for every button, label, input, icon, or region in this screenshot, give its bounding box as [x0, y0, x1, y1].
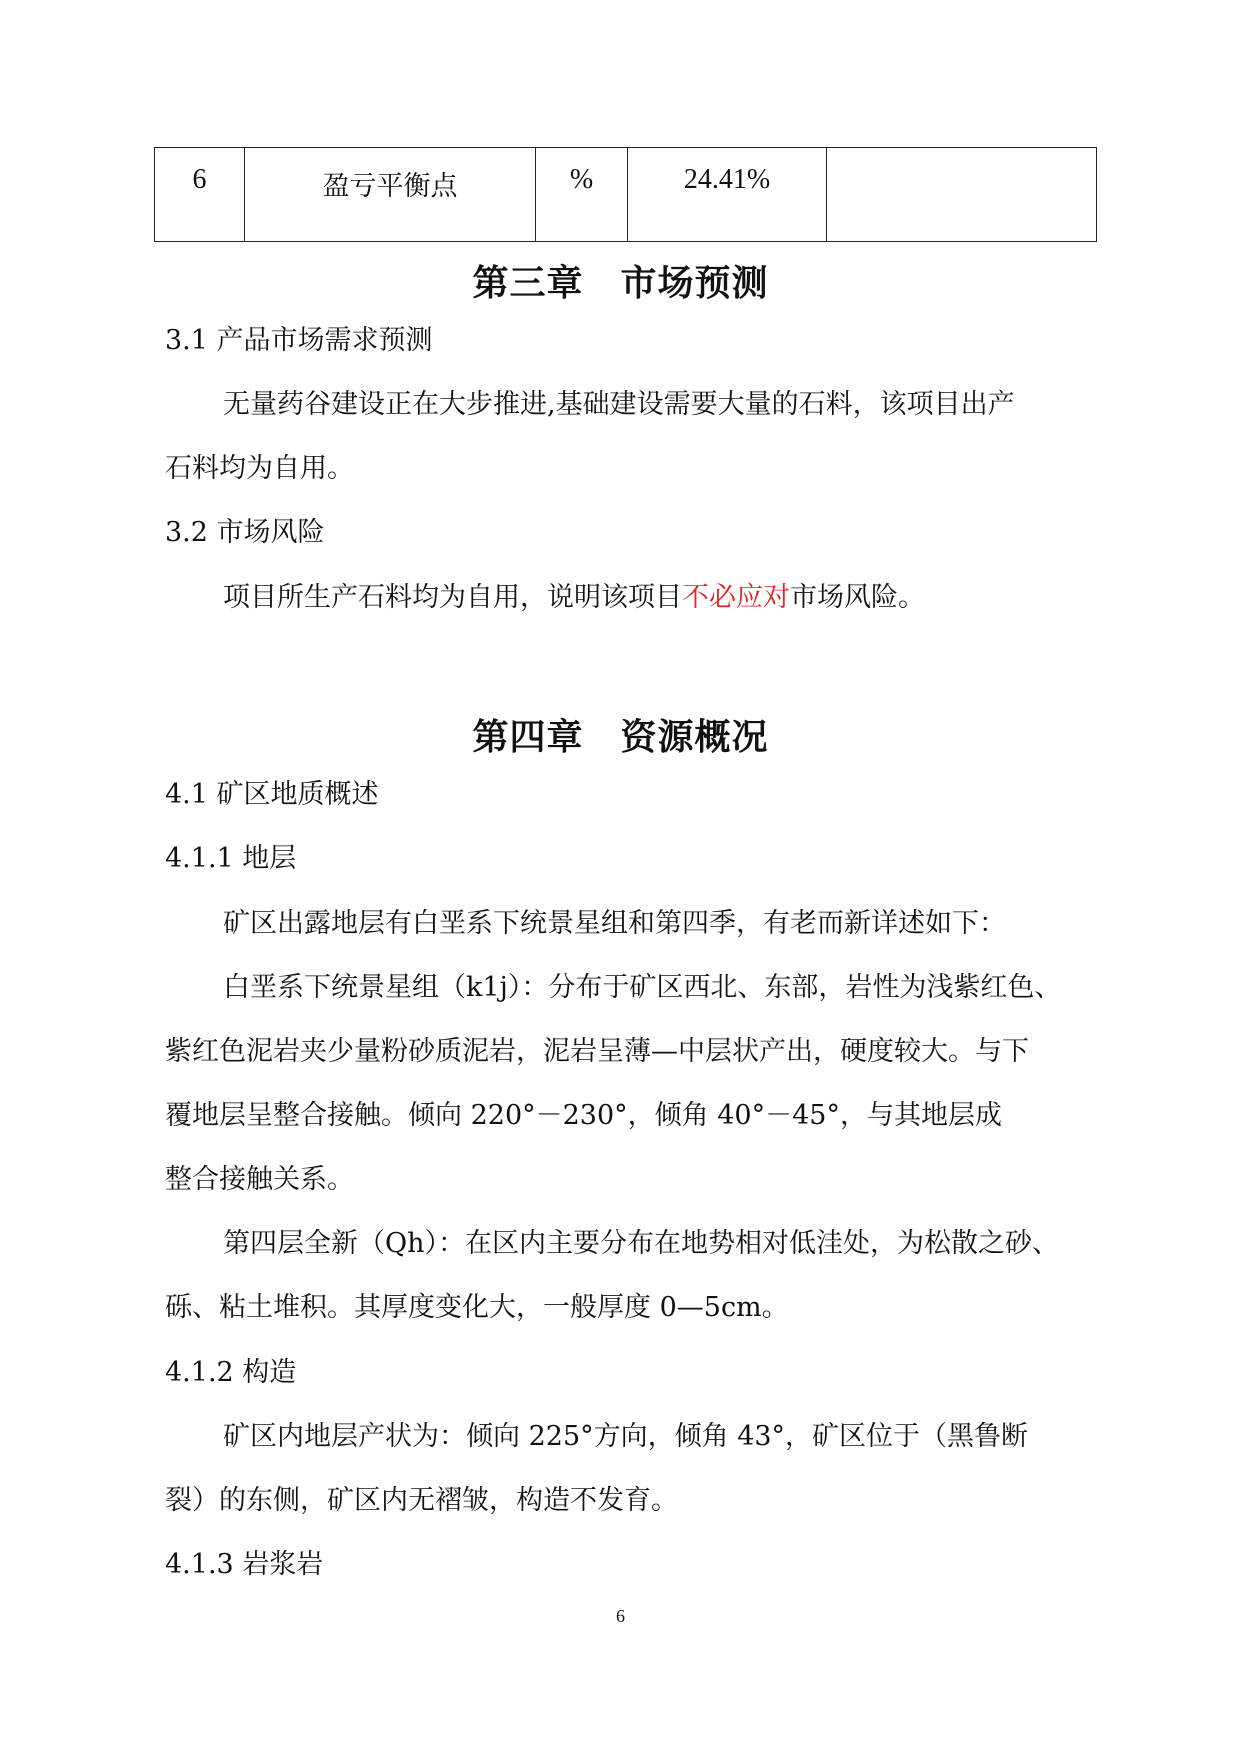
section-4-1-3-heading: 4.1.3 岩浆岩 [165, 1549, 324, 1580]
paragraph-text: 市场风险。 [790, 582, 925, 613]
paragraph-line: 矿区出露地层有白垩系下统景星组和第四季，有老而新详述如下： [223, 908, 1006, 939]
section-3-2-heading: 3.2 市场风险 [165, 517, 325, 548]
paragraph-line: 第四层全新（Qh）：在区内主要分布在地势相对低洼处，为松散之砂、 [223, 1228, 1060, 1259]
paragraph-text: 项目所生产石料均为自用，说明该项目 [223, 582, 682, 613]
table-row [155, 148, 1097, 242]
table-cell-value: 24.41% [628, 148, 827, 242]
paragraph-line: 矿区内地层产状为：倾向 225°方向，倾角 43°，矿区位于（黑鲁断 [223, 1421, 1029, 1452]
paragraph-line: 砾、粘土堆积。其厚度变化大，一般厚度 0—5cm。 [165, 1292, 789, 1323]
paragraph-line: 覆地层呈整合接触。倾向 220°－230°，倾角 40°－45°，与其地层成 [165, 1100, 1002, 1131]
paragraph-line: 无量药谷建设正在大步推进,基础建设需要大量的石料，该项目出产 [223, 389, 1015, 420]
page-number: 6 [616, 1606, 625, 1626]
table-cell-index: 6 [155, 148, 245, 242]
table-cell-note [827, 148, 1097, 242]
highlighted-text: 不必应对 [682, 582, 790, 613]
table-cell-item: 盈亏平衡点 [245, 148, 536, 242]
chapter-4-title: 第四章 资源概况 [472, 716, 769, 758]
paragraph-line: 白垩系下统景星组（k1j）：分布于矿区西北、东部，岩性为浅紫红色、 [223, 972, 1062, 1003]
section-3-1-heading: 3.1 产品市场需求预测 [165, 325, 433, 356]
table-cell-unit: % [536, 148, 628, 242]
paragraph-line: 裂）的东侧，矿区内无褶皱，构造不发育。 [165, 1485, 678, 1516]
section-4-1-1-heading: 4.1.1 地层 [165, 843, 297, 874]
paragraph-line: 整合接触关系。 [165, 1164, 354, 1195]
paragraph-line: 石料均为自用。 [165, 453, 354, 484]
section-4-1-2-heading: 4.1.2 构造 [165, 1357, 297, 1388]
chapter-3-title: 第三章 市场预测 [472, 262, 769, 304]
paragraph-line [223, 584, 925, 611]
paragraph-line: 紫红色泥岩夹少量粉砂质泥岩，泥岩呈薄—中层状产出，硬度较大。与下 [165, 1036, 1029, 1067]
section-4-1-heading: 4.1 矿区地质概述 [165, 779, 379, 810]
indicator-table [154, 147, 1097, 242]
